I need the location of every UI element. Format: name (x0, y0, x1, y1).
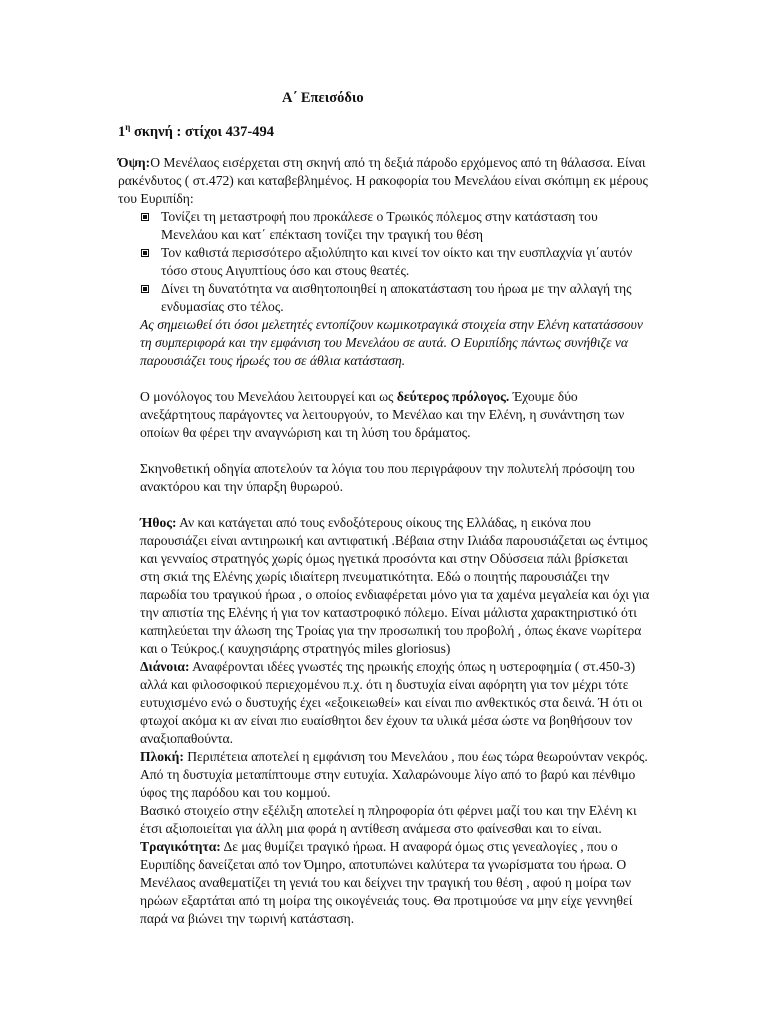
ploki-paragraph-2: Βασικό στοιχείο στην εξέλιξη αποτελεί η πληροφορία ότι φέρνει μαζί του και την Ελένη κι έτσι αξιοποιείται για άλλη μια φορά η αντίθεση ανάμεσα στο φαίνεσθαι και το είναι. (140, 803, 637, 836)
ithos-label: Ήθος: (140, 515, 177, 530)
ploki-text: Περιπέτεια αποτελεί η εμφάνιση του Μενελάου , που έως τώρα θεωρούνταν νεκρός. Από τη δυστυχία μεταπίπτουμε στην ευτυχία. Χαλαρώνουμε λίγο από το βαρύ και πένθιμο ύφος της παρόδου και του κομμού. (140, 749, 648, 800)
ithos-text: Αν και κατάγεται από τους ενδοξότερους οίκους της Ελλάδας, η εικόνα που παρουσιάζει είναι αντιηρωική και αντιφατική .Βέβαια στην Ιλιάδα παρουσιάζεται ως έντιμος και γενναίος στρατηγός χωρίς όμως ηγετικά προσόντα και στην Οδύσσεια πάλι βρίσκεται στη σκιά της Ελένης χωρίς ιδιαίτερη πνευματικότητα. Εδώ ο ποιητής παρουσιάζει την παρωδία του τραγικού ήρωα , ο οποίος ενδιαφέρεται μόνο για τα χαμένα μεγαλεία και όχι για την απιστία της Ελένης ή για τον καταστροφικό πόλεμο. Είναι μάλιστα χαρακτηριστικό ότι καπηλεύεται την άλωση της Τροίας για την προσωπική του προβολή , όπως έκανε νωρίτερα και ο Τεύκρος.( καυχησιάρης στρατηγός miles gloriosus) (140, 515, 650, 656)
document-body (118, 154, 650, 928)
scene-number-suffix: η (125, 122, 131, 132)
tragikotita-label: Τραγικότητα: (140, 839, 221, 854)
scene-verses: σκηνή : στίχοι 437-494 (130, 123, 275, 140)
opsi-label: Όψη: (118, 155, 151, 170)
square-bullet-icon (141, 249, 149, 257)
tragikotita-text: Δε μας θυμίζει τραγικό ήρωα. Η αναφορά όμως στις γενεαλογίες , που ο Ευριπίδης δανείζεται από τον Όμηρο, αποτυπώνει καλύτερα τα γνωρίσματα του ήρωα. Ο Μενέλαος αναθεματίζει τη γενιά του και δείχνει την τραγική του θέση , αφού η μοίρα των ηρώων εξαρτάται από τη μοίρα της οικογένειάς τους. Θα προτιμούσε να μην είχε γεννηθεί παρά να βιώνει την τωρινή κατάσταση. (140, 839, 633, 926)
monologos-paragraph (118, 388, 650, 442)
ploki-paragraph (118, 748, 650, 802)
scene-number: 1 (118, 123, 126, 140)
skinothetiki-paragraph: Σκηνοθετική οδηγία αποτελούν τα λόγια του που περιγράφουν την πολυτελή πρόσοψη του ανακτόρου και την ύπαρξη θυρωρού. (140, 461, 635, 494)
list-item-text: Δίνει τη δυνατότητα να αισθητοποιηθεί η αποκατάσταση του ήρωα με την αλλαγή της ενδυμασίας στο τέλος. (161, 281, 632, 314)
list-item-text: Τονίζει τη μεταστροφή που προκάλεσε ο Τρωικός πόλεμος στην κατάσταση του Μενελάου και κατ΄ επέκταση τονίζει την τραγική του θέση (161, 209, 598, 242)
tragikotita-paragraph (118, 838, 650, 928)
ithos-paragraph (118, 514, 650, 658)
ploki-label: Πλοκή: (140, 749, 184, 764)
square-bullet-icon (141, 213, 149, 221)
monologos-text-start: Ο μονόλογος του Μενελάου λειτουργεί και ως (140, 389, 397, 404)
list-item (140, 208, 650, 244)
list-item (140, 280, 650, 316)
list-item-text: Τον καθιστά περισσότερο αξιολύπητο και κινεί τον οίκτο και την ευσπλαχνία γι΄αυτόν τόσο στους Αιγυπτίους όσο και στους θεατές. (161, 245, 633, 278)
list-item (140, 244, 650, 280)
monologos-text-end: Έχουμε δύο ανεξάρτητους παράγοντες να λειτουργούν, το Μενέλαο και την Ελένη, η συνάντηση των οποίων θα φέρει την αναγνώριση και τη λύση του δράματος. (140, 389, 625, 440)
dianoia-paragraph (118, 658, 650, 748)
dianoia-text: Αναφέρονται ιδέες γνωστές της ηρωικής εποχής όπως η υστεροφημία ( στ.450-3) αλλά και φιλοσοφικού περιεχομένου π.χ. ότι η δυστυχία είναι αφόρητη για τον μέχρι τότε ευτυχισμένο ενώ ο δυστυχής έχει «εξοικειωθεί» και είναι πιο ανθεκτικός στα δεινά. Ή ότι οι φτωχοί ακόμα κι αν είναι πιο ευαίσθητοι δεν έχουν τα υλικά μέσα ώστε να βοηθήσουν τον αναξιοπαθούντα. (140, 659, 643, 746)
opsi-bullet-list (118, 208, 650, 316)
opsi-note: Ας σημειωθεί ότι όσοι μελετητές εντοπίζουν κωμικοτραγικά στοιχεία στην Ελένη κατατάσσουν τη συμπεριφορά και την εμφάνιση του Μενελάου σε αυτά. Ο Ευριπίδης πάντως συνήθιζε να παρουσιάζει τους ήρωές του σε άθλια κατάσταση. (140, 317, 643, 368)
page-title: Α΄ Επεισόδιο (282, 90, 364, 106)
opsi-text: Ο Μενέλαος εισέρχεται στη σκηνή από τη δεξιά πάροδο ερχόμενος από τη θάλασσα. Είναι ρακένδυτος ( στ.472) και καταβεβλημένος. Η ρακοφορία του Μενελάου είναι σκόπιμη εκ μέρους του Ευριπίδη: (118, 155, 648, 206)
monologos-bold: δεύτερος πρόλογος. (396, 389, 510, 404)
scene-heading (118, 122, 274, 141)
opsi-paragraph (118, 154, 650, 208)
dianoia-label: Διάνοια: (140, 659, 190, 674)
square-bullet-icon (141, 285, 149, 293)
